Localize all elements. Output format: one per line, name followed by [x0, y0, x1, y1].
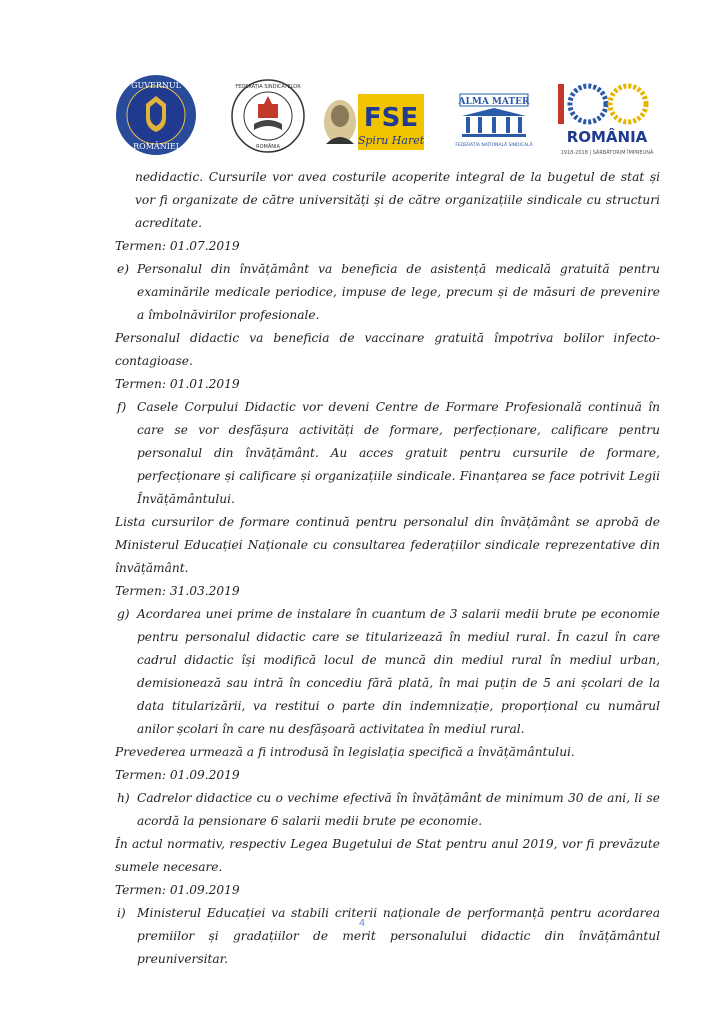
- item-g: [115, 603, 660, 741]
- item-f: [115, 396, 660, 511]
- svg-text:ROMÂNIA: ROMÂNIA: [256, 144, 280, 150]
- svg-text:FEDERAȚIA NAȚIONALĂ SINDICALĂ: FEDERAȚIA NAȚIONALĂ SINDICALĂ: [455, 143, 533, 148]
- item-g-label: g): [117, 607, 130, 621]
- svg-text:ROMÂNIA: ROMÂNIA: [566, 128, 648, 146]
- deadline-2: Termen: 01.01.2019: [115, 377, 240, 391]
- deadline-1: Termen: 01.07.2019: [115, 239, 240, 253]
- svg-text:1918-2018 | SĂRBĂTORIM ÎMPREUN: 1918-2018 | SĂRBĂTORIM ÎMPREUNĂ: [560, 150, 654, 156]
- svg-text:GUVERNUL: GUVERNUL: [131, 81, 181, 90]
- svg-text:Spiru Haret: Spiru Haret: [357, 134, 425, 147]
- page-number: 4: [358, 918, 366, 929]
- logo-header: [0, 72, 724, 162]
- paragraph-vaccination: Personalul didactic va beneficia de vaccinare gratuită împotriva bolilor infecto-contagioase.: [115, 331, 660, 368]
- fsli-logo: [230, 78, 306, 154]
- alma-mater-logo: [448, 90, 540, 156]
- paragraph-budget: În actul normativ, respectiv Legea Bugetului de Stat pentru anul 2019, vor fi prevăzute sumele necesare.: [115, 837, 660, 874]
- paragraph-training-list: Lista cursurilor de formare continuă pentru personalul din învățământ se aprobă de Ministerul Educației Naționale cu consultarea federațiilor sindicale reprezentative din învățământ.: [115, 515, 660, 575]
- fse-spiru-haret-logo: [320, 92, 426, 152]
- item-i: [115, 902, 660, 971]
- deadline-4: Termen: 01.09.2019: [115, 768, 240, 782]
- item-e-text: Personalul din învățământ va beneficia de asistență medicală gratuită pentru examinările medicale periodice, impuse de lege, precum și de măsuri de prevenire a îmbolnăvirilor profesionale.: [137, 262, 660, 322]
- item-e: [115, 258, 660, 327]
- svg-text:ALMA MATER: ALMA MATER: [458, 97, 530, 107]
- item-g-text: Acordarea unei prime de instalare în cuantum de 3 salarii medii brute pe economie pentru personalul didactic care se titularizează în mediul rural. În cazul în care cadrul didactic își modifică locul de muncă din mediul rural în mediul urban, demisionează sau intră în concediu fără plată, în mai puțin de 5 ani școlari de la data titularizării, va restitui o parte din indemnizație, proporțional cu numărul anilor școlari în care nu desfășoară activitatea în mediul rural.: [137, 607, 660, 736]
- svg-text:FEDERAȚIA SINDICATELOR: FEDERAȚIA SINDICATELOR: [235, 84, 301, 90]
- item-f-text: Casele Corpului Didactic vor deveni Centre de Formare Profesională continuă în care se vor desfășura activități de formare, perfecționare, calificare pentru personalul din învățământ. Au acces gratuit pentru cursurile de formare, perfecționare și calificare și organizațiile sindicale. Finanțarea se face potrivit Legii Învățământului.: [137, 400, 660, 506]
- romania-100-logo: [552, 78, 662, 160]
- item-i-text: Ministerul Educației va stabili criterii naționale de performanță pentru acordarea premiilor și gradațiilor de merit personalului didactic din învățământul preuniversitar.: [137, 906, 660, 966]
- paragraph-continuation: nedidactic. Cursurile vor avea costurile acoperite integral de la bugetul de stat și vor fi organizate de către universități și de către organizațiile sindicale cu structuri acreditate.: [135, 170, 660, 230]
- deadline-5: Termen: 01.09.2019: [115, 883, 240, 897]
- item-h: [115, 787, 660, 833]
- guvernul-romaniei-logo: [115, 74, 197, 156]
- svg-text:FSE: FSE: [363, 103, 419, 133]
- item-e-label: e): [117, 262, 129, 276]
- item-i-label: i): [117, 906, 126, 920]
- paragraph-legislation: Prevederea urmează a fi introdusă în legislația specifică a învățământului.: [115, 745, 575, 759]
- item-h-text: Cadrelor didactice cu o vechime efectivă în învățământ de minimum 30 de ani, li se acordă la pensionare 6 salarii medii brute pe economie.: [137, 791, 660, 828]
- deadline-3: Termen: 31.03.2019: [115, 584, 240, 598]
- item-h-label: h): [117, 791, 130, 805]
- item-f-label: f): [117, 400, 127, 414]
- document-body: [115, 166, 660, 971]
- svg-text:ROMÂNIEI: ROMÂNIEI: [133, 142, 179, 151]
